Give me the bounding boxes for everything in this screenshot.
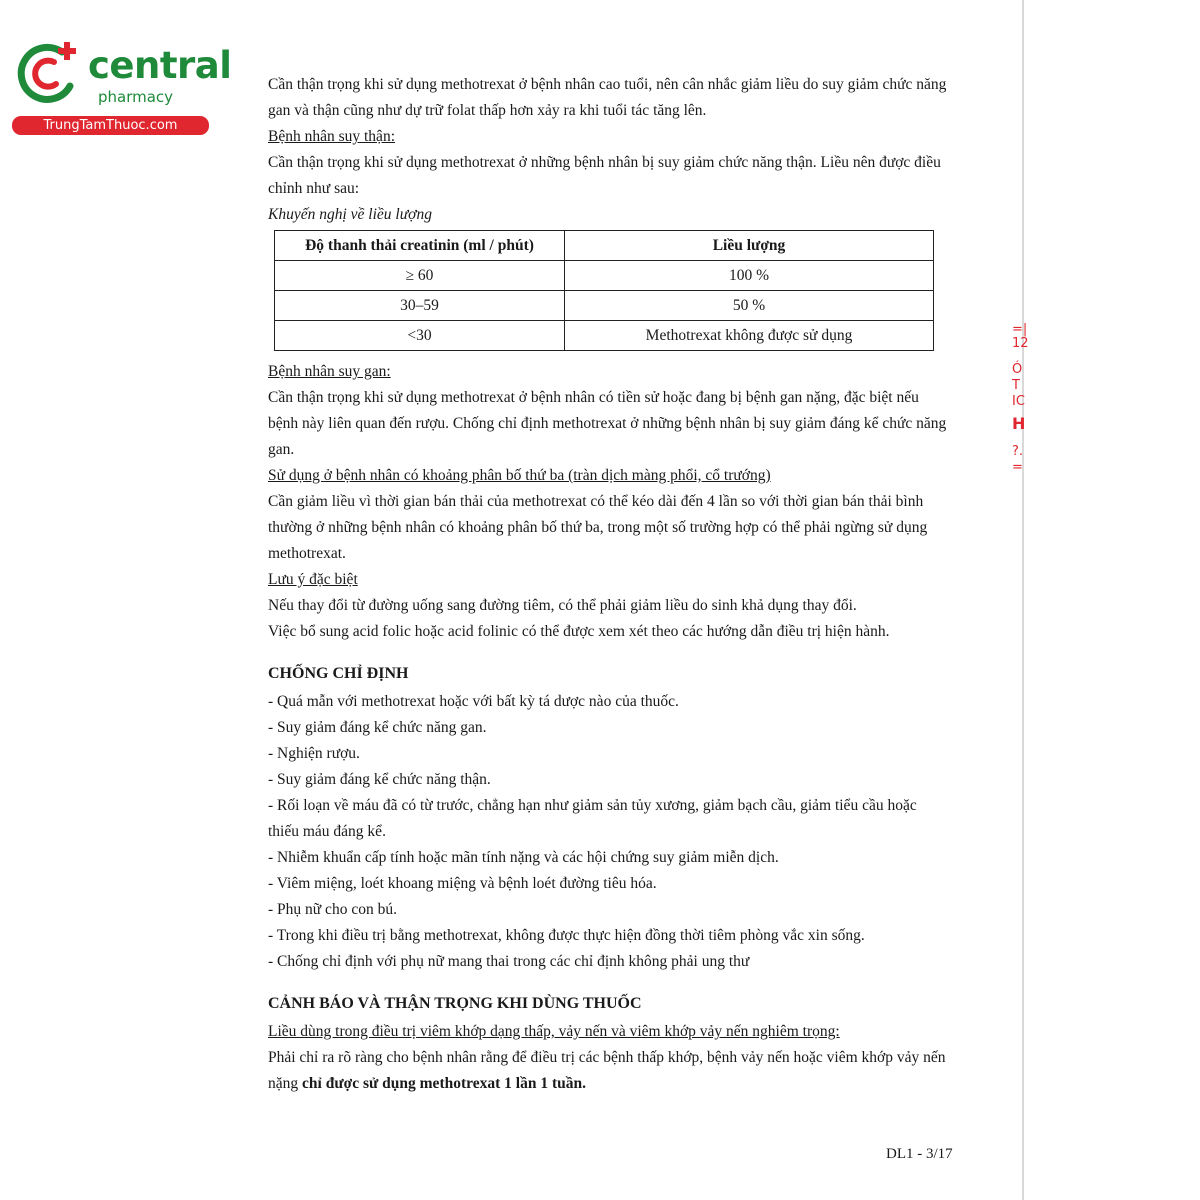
logo-site-banner: TrungTamThuoc.com <box>12 116 209 135</box>
list-item: - Nghiện rượu. <box>268 745 360 762</box>
logo-name: central <box>88 44 232 87</box>
list-item: - Suy giảm đáng kể chức năng thận. <box>268 771 491 788</box>
table-cell: 30–59 <box>275 291 565 321</box>
page-edge-line <box>1022 0 1024 1200</box>
special-line: Nếu thay đổi từ đường uống sang đường tiêm, có thể phải giảm liều do sinh khả dụng thay đổi. <box>268 597 857 614</box>
special-line: Việc bổ sung acid folic hoặc acid folinic có thể được xem xét theo các hướng dẫn điều trị hiện hành. <box>268 623 890 640</box>
document-body <box>268 72 948 1097</box>
page-number: DL1 - 3/17 <box>886 1146 953 1162</box>
table-cell: 50 % <box>565 291 934 321</box>
logo-subname: pharmacy <box>98 88 174 106</box>
renal-text: Cần thận trọng khi sử dụng methotrexat ở những bệnh nhân bị suy giảm chức năng thận. Liều nên được điều chỉnh như sau: <box>268 154 941 197</box>
third-space-heading: Sử dụng ở bệnh nhân có khoảng phân bố thứ ba (tràn dịch màng phổi, cổ trướng) <box>268 467 771 484</box>
hepatic-heading: Bệnh nhân suy gan: <box>268 363 391 380</box>
warnings-subheading: Liều dùng trong điều trị viêm khớp dạng thấp, vảy nến và viêm khớp vảy nến nghiêm trọng: <box>268 1023 840 1040</box>
table-row <box>275 261 934 291</box>
renal-heading: Bệnh nhân suy thận: <box>268 128 395 145</box>
third-space-text: Cần giảm liều vì thời gian bán thải của methotrexat có thể kéo dài đến 4 lần so với thời gian bán thải bình thường ở những bệnh nhân có khoảng phân bố thứ ba, trong một số trường hợp có thể phải ngừng sử dụng methotrexat. <box>268 493 928 562</box>
warnings-text-start: Phải chỉ ra rõ ràng cho bệnh nhân rằng để điều trị các bệnh thấp khớp, bệnh vảy nến hoặc viêm khớp vảy nến nặng <box>268 1049 946 1092</box>
warnings-text-bold: chỉ được sử dụng methotrexat 1 lần 1 tuần. <box>302 1075 586 1092</box>
table-cell: Methotrexat không được sử dụng <box>565 321 934 351</box>
list-item: - Viêm miệng, loét khoang miệng và bệnh loét đường tiêu hóa. <box>268 875 657 892</box>
stamp-fragment: =| 12 Ó T IC H ?. = <box>1012 322 1029 475</box>
list-item: - Chống chỉ định với phụ nữ mang thai trong các chỉ định không phải ung thư <box>268 953 750 970</box>
list-item: - Phụ nữ cho con bú. <box>268 901 397 918</box>
table-row <box>275 321 934 351</box>
table-caption: Khuyến nghị về liều lượng <box>268 206 432 223</box>
warnings-heading: CẢNH BÁO VÀ THẬN TRỌNG KHI DÙNG THUỐC <box>268 995 642 1012</box>
warnings-text <box>268 1045 948 1097</box>
table-header-row <box>275 231 934 261</box>
table-row <box>275 291 934 321</box>
pharmacy-logo <box>10 36 232 136</box>
dose-table <box>274 230 934 351</box>
contraindications-heading: CHỐNG CHỈ ĐỊNH <box>268 665 409 682</box>
table-cell: <30 <box>275 321 565 351</box>
list-item: - Nhiễm khuẩn cấp tính hoặc mãn tính nặng và các hội chứng suy giảm miễn dịch. <box>268 849 779 866</box>
special-heading: Lưu ý đặc biệt <box>268 571 358 588</box>
table-header-clearance: Độ thanh thải creatinin (ml / phút) <box>275 231 565 261</box>
list-item: - Quá mẫn với methotrexat hoặc với bất kỳ tá dược nào của thuốc. <box>268 693 679 710</box>
list-item: - Rối loạn về máu đã có từ trước, chẳng hạn như giảm sản tủy xương, giảm bạch cầu, giảm tiểu cầu hoặc thiếu máu đáng kể. <box>268 797 917 840</box>
logo-mark-icon <box>10 36 86 112</box>
list-item: - Trong khi điều trị bằng methotrexat, không được thực hiện đồng thời tiêm phòng vắc xin sống. <box>268 927 865 944</box>
hepatic-text: Cần thận trọng khi sử dụng methotrexat ở bệnh nhân có tiền sử hoặc đang bị bệnh gan nặng, đặc biệt nếu bệnh này liên quan đến rượu. Chống chỉ định methotrexat ở những bệnh nhân bị suy giảm đáng kể chức năng gan. <box>268 389 947 458</box>
table-cell: 100 % <box>565 261 934 291</box>
list-item: - Suy giảm đáng kể chức năng gan. <box>268 719 487 736</box>
intro-paragraph: Cần thận trọng khi sử dụng methotrexat ở bệnh nhân cao tuổi, nên cân nhắc giảm liều do suy giảm chức năng gan và thận cũng như dự trữ folat thấp hơn xảy ra khi tuổi tác tăng lên. <box>268 76 947 119</box>
table-cell: ≥ 60 <box>275 261 565 291</box>
table-header-dose: Liều lượng <box>565 231 934 261</box>
